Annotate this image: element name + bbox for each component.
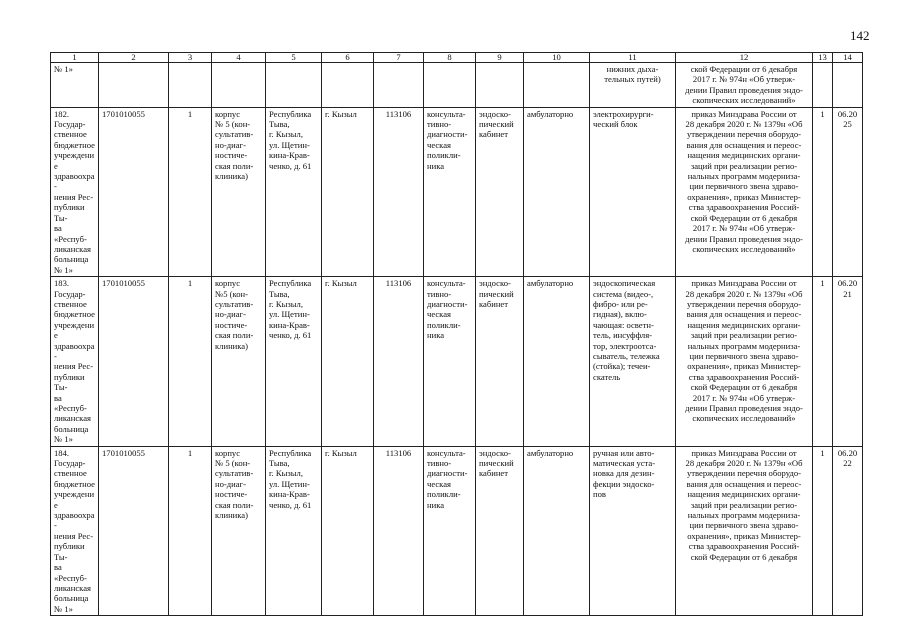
- org-name-cell: 183. Государ- ственное бюджетное учреждение здравоохра- нения Рес- публики Ты- ва «Респуб- ликанская больница № 1»: [51, 277, 99, 447]
- department-cell: консульта- тивно- диагности- ческая поликли- ника: [424, 277, 476, 447]
- city-cell: г. Кызыл: [322, 277, 374, 447]
- table-cell: [99, 63, 169, 108]
- col-header: 14: [833, 53, 863, 63]
- table-cell: [476, 63, 524, 108]
- date-cell: 06.2022: [833, 446, 863, 616]
- column-number-row: [51, 53, 863, 63]
- building-cell: корпус № 5 (кон- сультатив- но-диаг- ностиче- ская поли- клиника): [212, 446, 266, 616]
- col-header: 3: [169, 53, 212, 63]
- page-number: 142: [850, 28, 870, 43]
- count-cell: 1: [169, 446, 212, 616]
- col-header: 6: [322, 53, 374, 63]
- col-header: 12: [676, 53, 813, 63]
- equipment-cell: эндоскопическая система (видео-, фибро- или ре- гидная), вклю- чающая: осветн- тель, инсуффля- тор, электроотса- сыватель, тележка (стойка); течеи- скатель: [590, 277, 676, 447]
- city-cell: г. Кызыл: [322, 107, 374, 277]
- table-cell: нижних дыха- тельных путей): [590, 63, 676, 108]
- equipment-cell: ручная или авто- матическая уста- новка для дезин- фекции эндоско- пов: [590, 446, 676, 616]
- table-cell: [524, 63, 590, 108]
- quantity-cell: 1: [813, 446, 833, 616]
- regulation-cell: приказ Минздрава России от 28 декабря 2020 г. № 1379н «Об утверждении перечня оборудо- вания для оснащения и переос- нащения медицинских органи- заций при реализации регио- нальных программ модерниза- ции первичного звена здраво- охранения», приказ Министер- ства здравоохранения Россий- ской Федерации от 6 декабря 2017 г. № 974н «Об утверж- дении Правил проведения эндо- скопических исследований»: [676, 277, 813, 447]
- table-cell: [813, 63, 833, 108]
- table-cell: ской Федерации от 6 декабря 2017 г. № 974н «Об утверж- дении Правил проведения эндо- скопических исследований»: [676, 63, 813, 108]
- address-cell: Республика Тыва, г. Кызыл, ул. Щетин- кина-Крав- ченко, д. 61: [266, 107, 322, 277]
- care-type-cell: амбулаторно: [524, 446, 590, 616]
- code-cell: 1701010055: [99, 277, 169, 447]
- department-cell: консульта- тивно- диагности- ческая поликли- ника: [424, 446, 476, 616]
- org-name-cell: 182. Государ- ственное бюджетное учреждение здравоохра- нения Рес- публики Ты- ва «Респуб- ликанская больница № 1»: [51, 107, 99, 277]
- care-type-cell: амбулаторно: [524, 277, 590, 447]
- col-header: 8: [424, 53, 476, 63]
- col-header: 4: [212, 53, 266, 63]
- continuation-row: [51, 63, 863, 108]
- table-row: [51, 277, 863, 447]
- count-cell: 1: [169, 277, 212, 447]
- postal-cell: 113106: [374, 446, 424, 616]
- department-cell: консульта- тивно- диагности- ческая поликли- ника: [424, 107, 476, 277]
- address-cell: Республика Тыва, г. Кызыл, ул. Щетин- кина-Крав- ченко, д. 61: [266, 446, 322, 616]
- building-cell: корпус № 5 (кон- сультатив- но-диаг- ностиче- ская поли- клиника): [212, 107, 266, 277]
- quantity-cell: 1: [813, 107, 833, 277]
- table-cell: [424, 63, 476, 108]
- table-cell: [212, 63, 266, 108]
- col-header: 9: [476, 53, 524, 63]
- city-cell: г. Кызыл: [322, 446, 374, 616]
- postal-cell: 113106: [374, 277, 424, 447]
- room-cell: эндоско- пический кабинет: [476, 446, 524, 616]
- regulation-cell: приказ Минздрава России от 28 декабря 2020 г. № 1379н «Об утверждении перечня оборудо- вания для оснащения и переос- нащения медицинских органи- заций при реализации регио- нальных программ модерниза- ции первичного звена здраво- охранения», приказ Министер- ства здравоохранения Россий- ской Федерации от 6 декабря 2017 г. № 974н «Об утверж- дении Правил проведения эндо- скопических исследований»: [676, 107, 813, 277]
- col-header: 1: [51, 53, 99, 63]
- code-cell: 1701010055: [99, 107, 169, 277]
- postal-cell: 113106: [374, 107, 424, 277]
- table-cell: [374, 63, 424, 108]
- col-header: 10: [524, 53, 590, 63]
- col-header: 5: [266, 53, 322, 63]
- quantity-cell: 1: [813, 277, 833, 447]
- building-cell: корпус №5 (кон- сультатив- но-диаг- ностиче- ская поли- клиника): [212, 277, 266, 447]
- table-cell: [833, 63, 863, 108]
- col-header: 11: [590, 53, 676, 63]
- table-cell: [266, 63, 322, 108]
- code-cell: 1701010055: [99, 446, 169, 616]
- document-table: [50, 52, 863, 616]
- equipment-cell: электрохирурги- ческий блок: [590, 107, 676, 277]
- room-cell: эндоско- пический кабинет: [476, 277, 524, 447]
- date-cell: 06.2021: [833, 277, 863, 447]
- table-row: [51, 107, 863, 277]
- regulation-cell: приказ Минздрава России от 28 декабря 2020 г. № 1379н «Об утверждении перечня оборудо- вания для оснащения и переос- нащения медицинских органи- заций при реализации регио- нальных программ модерниза- ции первичного звена здраво- охранения», приказ Министер- ства здравоохранения Россий- ской Федерации от 6 декабря: [676, 446, 813, 616]
- table-cell: [322, 63, 374, 108]
- table-cell: [169, 63, 212, 108]
- col-header: 13: [813, 53, 833, 63]
- address-cell: Республика Тыва, г. Кызыл, ул. Щетин- кина-Крав- ченко, д. 61: [266, 277, 322, 447]
- col-header: 2: [99, 53, 169, 63]
- count-cell: 1: [169, 107, 212, 277]
- date-cell: 06.2025: [833, 107, 863, 277]
- room-cell: эндоско- пический кабинет: [476, 107, 524, 277]
- table-cell: № 1»: [51, 63, 99, 108]
- table-row: [51, 446, 863, 616]
- org-name-cell: 184. Государ- ственное бюджетное учреждение здравоохра- нения Рес- публики Ты- ва «Респуб- ликанская больница № 1»: [51, 446, 99, 616]
- col-header: 7: [374, 53, 424, 63]
- care-type-cell: амбулаторно: [524, 107, 590, 277]
